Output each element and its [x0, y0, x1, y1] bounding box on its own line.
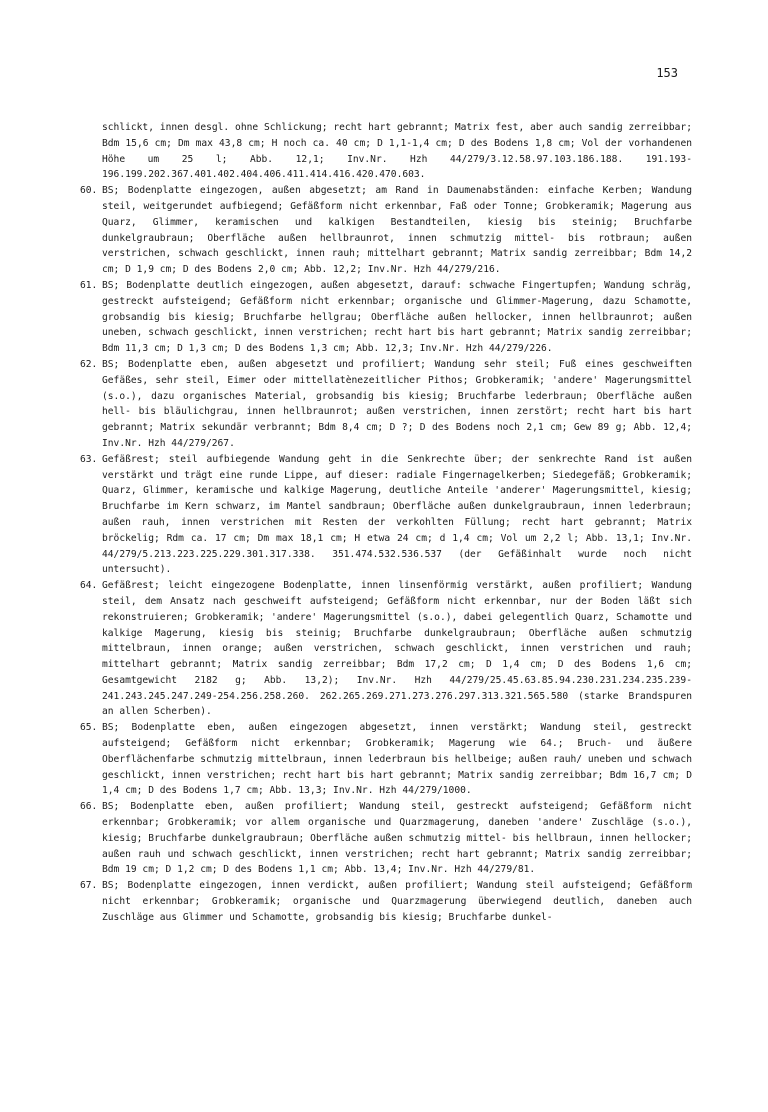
entry-text: BS; Bodenplatte deutlich eingezogen, außen abgesetzt, darauf: schwache Fingertupfen; Wandung schräg, gestreckt aufsteigend; Gefäßform nicht erkennbar; organische und Glimmer-Magerung, dazu Schamotte, grobsandig bis kiesig; Bruchfarbe hellgrau; Oberfläche außen hellocker, innen hellbraunrot; außen uneben, schwach geschlickt, innen verstrichen; recht hart bis hart gebrannt; Matrix sandig zerreibbar; Bdm 11,3 cm; D 1,3 cm; D des Bodens 1,3 cm; Abb. 12,3; Inv.Nr. Hzh 44/279/226. — [102, 279, 692, 355]
entry-number: 60. — [80, 185, 98, 197]
entry-text: Gefäßrest; steil aufbiegende Wandung geht in die Senkrechte über; der senkrechte Rand ist außen verstärkt und trägt eine runde Lippe, auf dieser: radiale Fingernagelkerben; Siedegefäß; Grobkeramik; Quarz, Glimmer, keramische und kalkige Magerung, deutliche Anteile 'anderer' Magerungsmittel, kiesig; Bruchfarbe im Kern schwarz, im Mantel sandbraun; Oberfläche außen dunkelgraubraun, innen lederbraun; außen rauh, innen verstrichen mit Resten der verkohlten Füllung; recht hart gebrannt; Matrix bröckelig; Rdm ca. 17 cm; Dm max 18,1 cm; H etwa 24 cm; d 1,4 cm; Vol um 2,2 l; Abb. 13,1; Inv.Nr. 44/279/5.213.223.225.229.301.317.338. 351.474.532.536.537 (der Gefäßinhalt wurde noch nicht untersucht). — [102, 453, 692, 576]
catalog-entry-60 — [80, 183, 692, 278]
catalog-entry-63 — [80, 452, 692, 578]
entry-text: BS; Bodenplatte eben, außen abgesetzt und profiliert; Wandung sehr steil; Fuß eines geschweiften Gefäßes, sehr steil, Eimer oder mittellatènezeitlicher Pithos; Grobkeramik; 'andere' Magerungsmittel (s.o.), dazu organisches Material, grobsandig bis kiesig; Bruchfarbe lederbraun; Oberfläche außen hell- bis bläulichgrau, innen hellbraunrot; außen verstrichen, innen zerstört; recht hart bis hart gebrannt; Matrix sekundär verbrannt; Bdm 8,4 cm; D ?; D des Bodens noch 2,1 cm; Gew 89 g; Abb. 12,4; Inv.Nr. Hzh 44/279/267. — [102, 358, 692, 449]
entry-number: 64. — [80, 580, 98, 592]
catalog-entry-65 — [80, 720, 692, 799]
entry-text: BS; Bodenplatte eben, außen eingezogen abgesetzt, innen verstärkt; Wandung steil, gestreckt aufsteigend; Gefäßform nicht erkennbar; Grobkeramik; Magerung wie 64.; Bruch- und äußere Oberflächenfarbe schmutzig mittelbraun, innen lederbraun bis hellbeige; außen rauh/ uneben und schwach geschlickt, innen verstrichen; recht hart bis hart gebrannt; Matrix sandig zerreibbar; Bdm 16,7 cm; D 1,4 cm; D des Bodens 1,7 cm; Abb. 13,3; Inv.Nr. Hzh 44/279/1000. — [102, 722, 692, 797]
entry-text: BS; Bodenplatte eben, außen profiliert; Wandung steil, gestreckt aufsteigend; Gefäßform nicht erkennbar; Grobkeramik; vor allem organische und Quarzmagerung, daneben 'andere' Zuschläge (s.o.), kiesig; Bruchfarbe dunkelgraubraun; Oberfläche außen schmutzig mittel- bis hellbraun, innen hellocker; außen rauh und schwach geschlickt, innen verstrichen; recht hart gebrannt; Matrix sandig zerreibbar; Bdm 19 cm; D 1,2 cm; D des Bodens 1,1 cm; Abb. 13,4; Inv.Nr. Hzh 44/279/81. — [102, 801, 692, 876]
entry-number: 61. — [80, 279, 98, 291]
entry-text: Gefäßrest; leicht eingezogene Bodenplatte, innen linsenförmig verstärkt, außen profiliert; Wandung steil, dem Ansatz nach geschweift aufsteigend; Gefäßform nicht erkennbar, nur der Boden läßt sich rekonstruieren; Grobkeramik; 'andere' Magerungsmittel (s.o.), dabei gelegentlich Quarz, Schamotte und kalkige Magerung, kiesig bis steinig; Bruchfarbe dunkelgraubraun; Oberfläche außen schmutzig mittelbraun, innen orange; außen verstrichen, schwach geschlickt, innen verstrichen und rauh; mittelhart gebrannt; Matrix sandig zerreibbar; Bdm 17,2 cm; D 1,4 cm; D des Bodens 1,6 cm; Gesamtgewicht 2182 g; Abb. 13,2); Inv.Nr. Hzh 44/279/25.45.63.85.94.230.231.234.235.239-241.243.245.247.249-254.256.258.260. 262.265.269.271.273.276.297.313.321.565.580 (starke Brandspuren an allen Scherben). — [102, 580, 692, 718]
catalog-entry-66 — [80, 799, 692, 878]
catalog-entry-67 — [80, 878, 692, 925]
entry-text: BS; Bodenplatte eingezogen, innen verdickt, außen profiliert; Wandung steil aufsteigend; Gefäßform nicht erkennbar; Grobkeramik; organische und Quarzmagerung überwiegend deutlich, daneben auch Zuschläge aus Glimmer und Schamotte, grobsandig bis kiesig; Bruchfarbe dunkel- — [102, 880, 692, 923]
catalog-entry-62 — [80, 357, 692, 452]
catalog-text — [80, 120, 692, 926]
entry-number: 67. — [80, 880, 98, 892]
entry-number: 65. — [80, 722, 98, 734]
continued-paragraph: schlickt, innen desgl. ohne Schlickung; recht hart gebrannt; Matrix fest, aber auch sandig zerreibbar; Bdm 15,6 cm; Dm max 43,8 cm; H noch ca. 40 cm; D 1,1-1,4 cm; D des Bodens 1,8 cm; Vol der vorhandenen Höhe um 25 l; Abb. 12,1; Inv.Nr. Hzh 44/279/3.12.58.97.103.186.188. 191.193-196.199.202.367.401.402.404.406.411.414.416.420.470.603. — [102, 122, 692, 181]
page-number: 153 — [656, 66, 678, 80]
catalog-entry-61 — [80, 278, 692, 357]
entry-number: 63. — [80, 453, 98, 465]
entry-number: 66. — [80, 801, 98, 813]
entry-number: 62. — [80, 358, 98, 370]
entry-text: BS; Bodenplatte eingezogen, außen abgesetzt; am Rand in Daumenabständen: einfache Kerben; Wandung steil, weitgerundet aufbiegend; Gefäßform nicht erkennbar, Faß oder Tonne; Grobkeramik; Magerung aus Quarz, Glimmer, keramischen und kalkigen Bestandteilen, kiesig bis steinig; Bruchfarbe dunkelgraubraun; Oberfläche außen hellbraunrot, innen schmutzig mittel- bis rotbraun; außen verstrichen, schwach geschlickt, innen rauh; mittelhart gebrannt; Matrix sandig zerreibbar; Bdm 14,2 cm; D 1,9 cm; D des Bodens 2,0 cm; Abb. 12,2; Inv.Nr. Hzh 44/279/216. — [102, 185, 692, 276]
catalog-entry-64 — [80, 578, 692, 720]
